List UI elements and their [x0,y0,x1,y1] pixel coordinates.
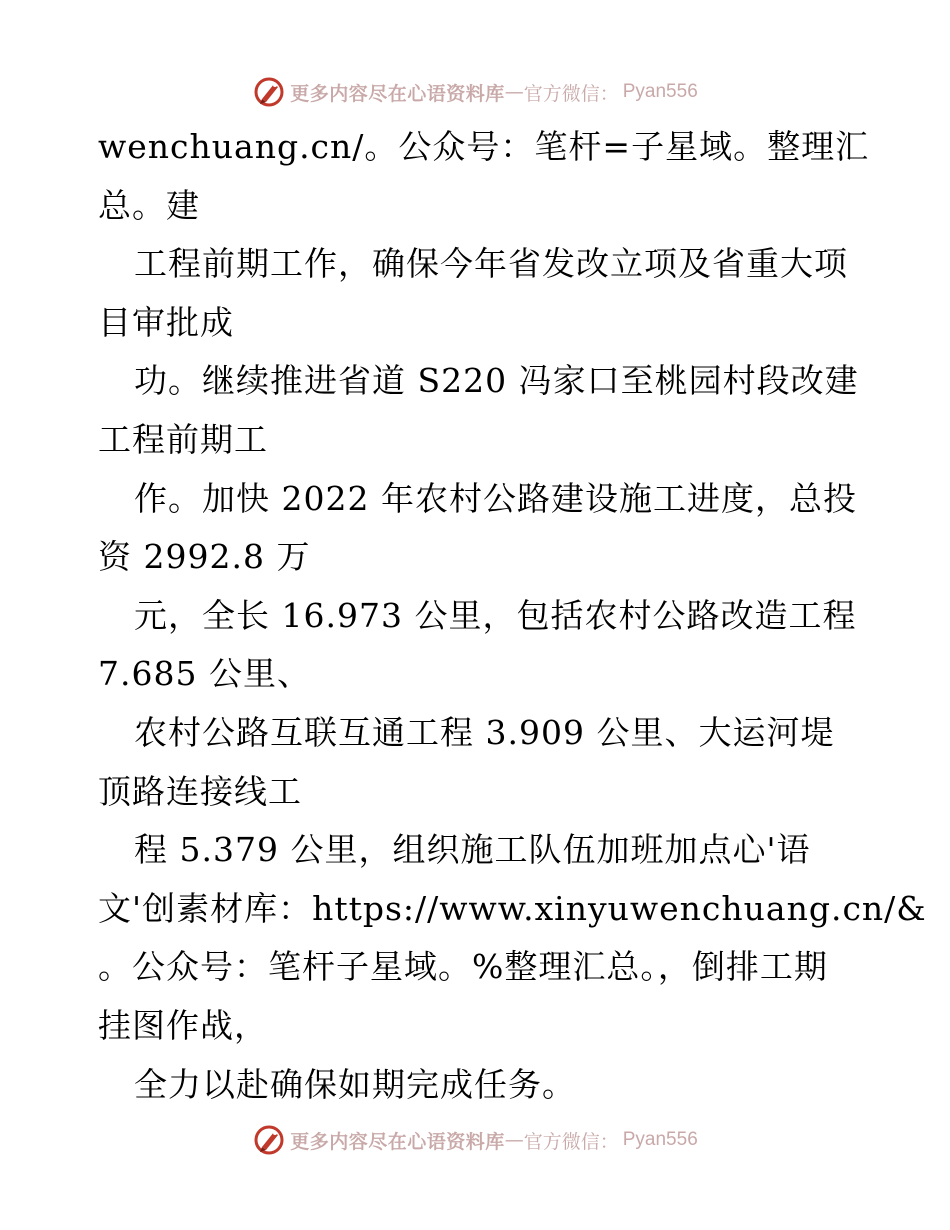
body-line: 农村公路互联互通工程 3.909 公里、大运河堤 [134,712,835,752]
banner-separator: — [504,1129,524,1151]
body-line: 功。继续推进省道 S220 冯家口至桃园村段改建 [134,361,859,401]
banner-official-label: 官方微信： [523,82,619,105]
body-line: 元，全长 16.973 公里，包括农村公路改造工程 [134,595,857,635]
body-line: wenchuang.cn/。公众号：笔杆=子星域。整理汇 [98,127,870,166]
body-line: 文'创素材库：https://www.xinyuwenchuang.cn/& [98,888,927,928]
banner-brand-text: 更多内容尽在心语资料库 [290,1130,505,1153]
body-line: 。公众号：笔杆子星域。%整理汇总。，倒排工期 [98,947,828,987]
body-line: 7.685 公里、 [98,654,311,694]
body-line: 总。建 [98,185,200,225]
banner-wechat-id: Pyan556 [622,81,698,102]
body-line: 挂图作战， [98,1005,268,1045]
body-line: 作。加快 2022 年农村公路建设施工进度，总投 [134,478,857,518]
pen-logo-icon [252,75,286,109]
header-banner [0,72,950,112]
banner-official-label: 官方微信： [523,1130,619,1153]
document-body [98,118,927,1114]
body-line: 程 5.379 公里，组织施工队伍加班加点心'语 [134,830,811,870]
body-line: 目审批成 [98,302,234,342]
banner-separator: — [504,81,524,103]
body-line: 工程前期工作，确保今年省发改立项及省重大项 [134,244,848,284]
pen-logo-icon [252,1123,286,1157]
body-line: 资 2992.8 万 [98,537,311,577]
banner-wechat-id: Pyan556 [622,1129,698,1150]
body-line: 全力以赴确保如期完成任务。 [134,1064,576,1104]
footer-banner [0,1120,950,1160]
body-line: 工程前期工 [98,419,268,459]
banner-brand-text: 更多内容尽在心语资料库 [290,82,505,105]
body-line: 顶路连接线工 [98,771,302,811]
